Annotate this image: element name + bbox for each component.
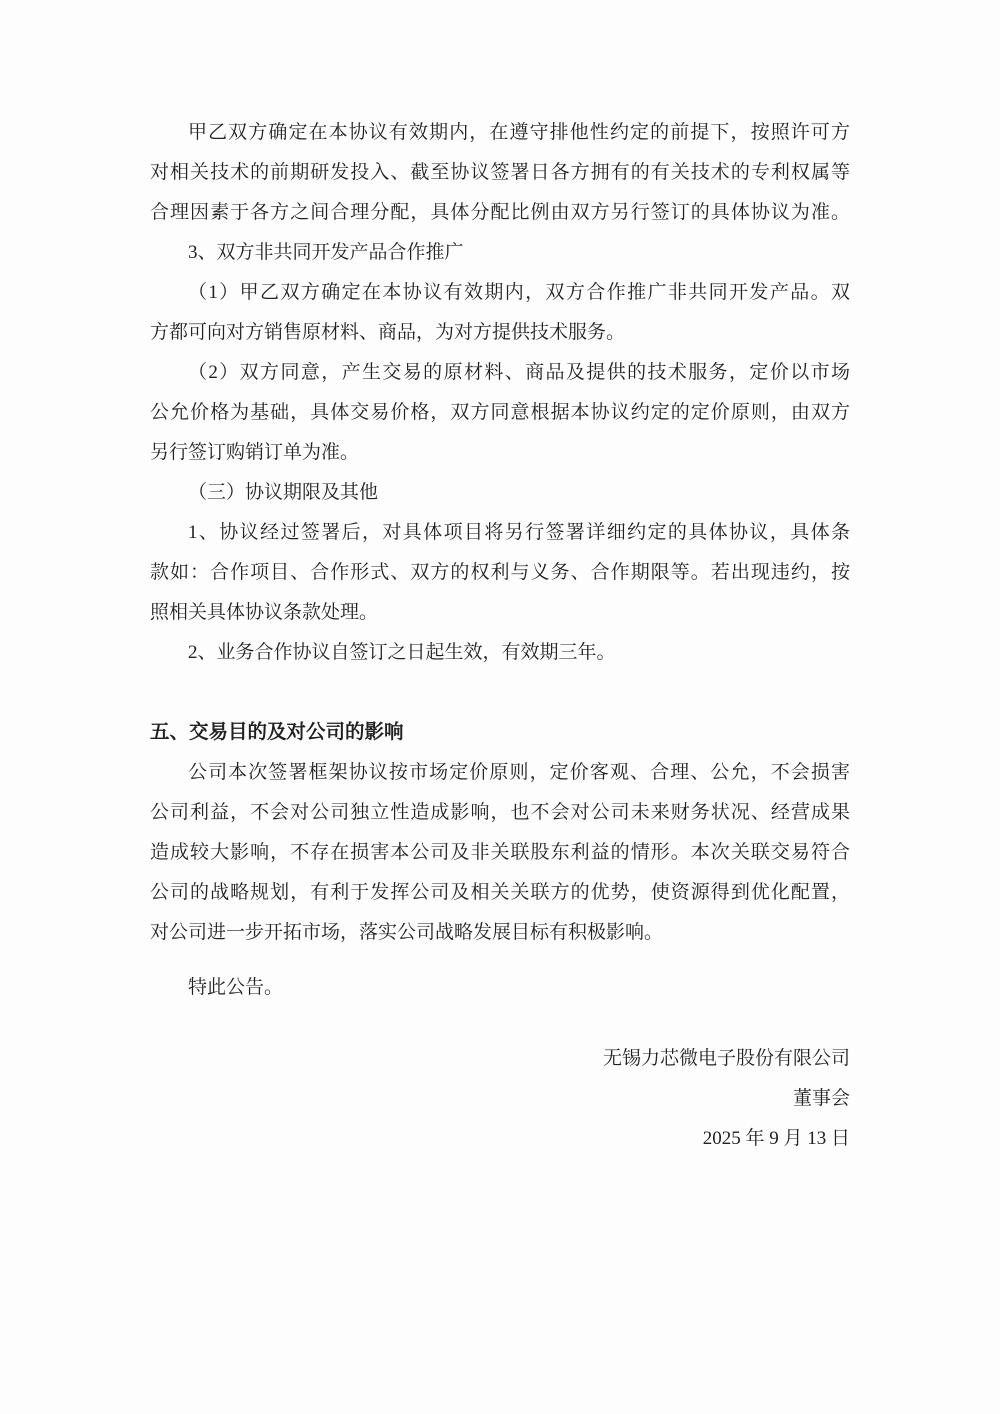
- text-line: 合理因素于各方之间合理分配，具体分配比例由双方另行签订的具体协议为准。: [150, 202, 850, 223]
- paragraph-profit-allocation: [150, 113, 850, 233]
- text-line: 2、业务合作协议自签订之日起生效，有效期三年。: [188, 642, 616, 663]
- section-heading: 五、交易目的及对公司的影响: [150, 722, 404, 743]
- text-line: 造成较大影响，不存在损害本公司及非关联股东利益的情形。本次关联交易符合: [150, 842, 850, 863]
- text-line: 对相关技术的前期研发投入、截至协议签署日各方拥有的有关技术的专利权属等: [150, 162, 850, 183]
- document-content: [150, 113, 850, 1159]
- paragraph-item-3-1: [150, 273, 850, 353]
- announcement-date: 2025 年 9 月 13 日: [702, 1128, 850, 1149]
- text-line: 甲乙双方确定在本协议有效期内，在遵守排他性约定的前提下，按照许可方: [188, 122, 850, 143]
- text-line: 方都可向对方销售原材料、商品，为对方提供技术服务。: [150, 322, 626, 343]
- text-line: 公司本次签署框架协议按市场定价原则，定价客观、合理、公允，不会损害: [188, 762, 850, 783]
- paragraph-item-3-title: [150, 233, 850, 273]
- closing-statement: [150, 968, 850, 1008]
- text-line: （三）协议期限及其他: [188, 482, 379, 503]
- text-line: （2）双方同意，产生交易的原材料、商品及提供的技术服务，定价以市场: [188, 362, 850, 383]
- paragraph-item-3-2: [150, 353, 850, 473]
- text-line: 公允价格为基础，具体交易价格，双方同意根据本协议约定的定价原则，由双方: [150, 402, 850, 423]
- signature-block: [150, 1039, 850, 1159]
- text-line: 照相关具体协议条款处理。: [150, 602, 379, 623]
- text-line: 1、协议经过签署后，对具体项目将另行签署详细约定的具体协议，具体条: [188, 522, 850, 543]
- text-line: 3、双方非共同开发产品合作推广: [188, 242, 464, 263]
- board-label: 董事会: [792, 1088, 850, 1109]
- text-line: 公司利益，不会对公司独立性造成影响，也不会对公司未来财务状况、经营成果: [150, 802, 850, 823]
- text-line: 公司的战略规划，有利于发挥公司及相关关联方的优势，使资源得到优化配置，: [150, 882, 850, 903]
- text-line: （1）甲乙双方确定在本协议有效期内，双方合作推广非共同开发产品。双: [188, 282, 850, 303]
- paragraph-term-2: [150, 633, 850, 673]
- text-line: 款如：合作项目、合作形式、双方的权利与义务、合作期限等。若出现违约，按: [150, 562, 850, 583]
- text-line: 对公司进一步开拓市场，落实公司战略发展目标有积极影响。: [150, 922, 664, 943]
- paragraph-subsection-3-title: [150, 473, 850, 513]
- text-line: 另行签订购销订单为准。: [150, 442, 360, 463]
- paragraph-term-1: [150, 513, 850, 633]
- paragraph-transaction-impact: [150, 753, 850, 953]
- company-name: 无锡力芯微电子股份有限公司: [602, 1048, 850, 1069]
- text-line: 特此公告。: [188, 977, 284, 998]
